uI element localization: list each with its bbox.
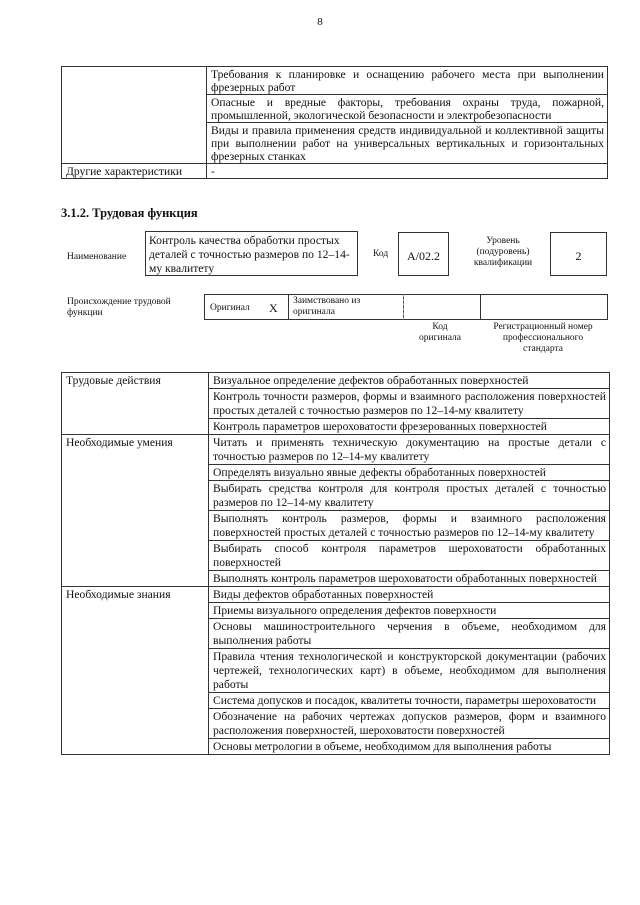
list-item: Выбирать способ контроля параметров шероховатости обработанных поверхностей [209,541,610,571]
list-item: Виды дефектов обработанных поверхностей [209,587,610,603]
table-cell: Виды и правила применения средств индивидуальной и коллективной защиты при выполнении работ на универсальных вертикальных и горизонтальных фрезерных станках [207,123,608,164]
list-item: Визуальное определение дефектов обработанных поверхностей [209,373,610,389]
reg-number-cell [480,294,608,320]
table-row [62,164,608,179]
list-item: Контроль точности размеров, формы и взаимного расположения поверхностей простых деталей с точностью размеров по 12–14-му квалитету [209,389,610,419]
original-mark: X [269,301,278,315]
reg-caption: Регистрационный номер профессионального стандарта [493,322,593,354]
table-cell: Опасные и вредные факторы, требования охраны труда, пожарной, промышленной, экологической безопасности и электробезопасности [207,95,608,123]
code-label: Код [373,249,389,259]
original-code-cell [403,294,481,320]
name-label: Наименование [67,252,127,262]
code-caption: Код оригинала [419,322,461,343]
list-item: Выполнять контроль параметров шероховатости обработанных поверхностей [209,571,610,587]
knowledge-continuation-table [61,66,608,179]
original-label: Оригинал [210,303,250,313]
table-row [62,67,608,95]
row-label [62,67,207,164]
list-item: Читать и применять техническую документацию на простые детали с точностью размеров по 12–14-му квалитету [209,435,610,465]
list-item: Правила чтения технологической и конструкторской документации (рабочих чертежей, технологических карт) в объеме, необходимом для выполнения работы [209,649,610,693]
labor-function-table [61,372,610,755]
table-row [62,587,610,603]
table-row [62,373,610,389]
row-label: Другие характеристики [62,164,207,179]
group-label-knowledge: Необходимые знания [62,587,209,755]
list-item: Выполнять контроль размеров, формы и взаимного расположения поверхностей простых деталей с точностью размеров по 12–14-му квалитету [209,511,610,541]
borrowed-label: Заимствовано из оригинала [293,296,361,317]
qualification-level: 2 [550,232,607,276]
list-item: Контроль параметров шероховатости фрезерованных поверхностей [209,419,610,435]
list-item: Определять визуально явные дефекты обработанных поверхностей [209,465,610,481]
list-item: Основы машиностроительного черчения в объеме, необходимом для выполнения работы [209,619,610,649]
table-cell: - [207,164,608,179]
section-title: 3.1.2. Трудовая функция [61,206,198,220]
list-item: Выбирать средства контроля для контроля простых деталей с точностью размеров по 12–14-му квалитету [209,481,610,511]
group-label-skills: Необходимые умения [62,435,209,587]
level-label: Уровень (подуровень) квалификации [473,236,533,268]
page-number: 8 [317,16,323,28]
function-name: Контроль качества обработки простых деталей с точностью размеров по 12–14-му квалитету [145,231,358,276]
list-item: Основы метрологии в объеме, необходимом для выполнения работы [209,739,610,755]
original-cell [204,294,289,320]
function-code: А/02.2 [398,232,449,276]
list-item: Система допусков и посадок, квалитеты точности, параметры шероховатости [209,693,610,709]
group-label-actions: Трудовые действия [62,373,209,435]
list-item: Обозначение на рабочих чертежах допусков размеров, форм и взаимного расположения поверхностей, шероховатости поверхностей [209,709,610,739]
origin-row [204,294,608,320]
list-item: Приемы визуального определения дефектов поверхности [209,603,610,619]
origin-label: Происхождение трудовой функции [67,297,171,318]
borrowed-cell [288,294,404,320]
table-cell: Требования к планировке и оснащению рабочего места при выполнении фрезерных работ [207,67,608,95]
table-row [62,435,610,465]
